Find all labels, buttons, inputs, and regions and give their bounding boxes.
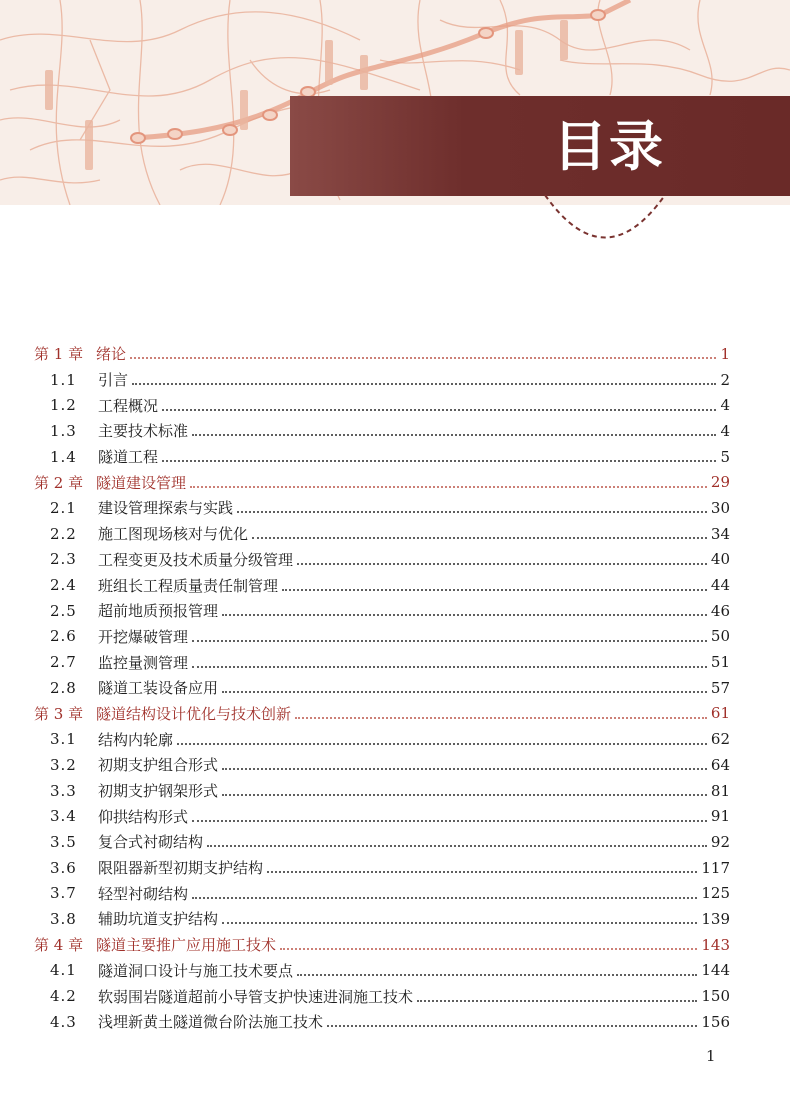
dot-leader <box>280 933 697 950</box>
toc-entry-number: 3.5 <box>50 832 77 851</box>
toc-entry-title: 初期支护钢架形式 <box>98 782 219 801</box>
toc-entry-title: 浅埋新黄土隧道微台阶法施工技术 <box>98 1013 324 1032</box>
toc-section-row[interactable] <box>34 983 730 1009</box>
dot-leader <box>222 779 707 796</box>
title-band <box>290 96 790 196</box>
toc-entry-number: 2.4 <box>50 576 77 595</box>
toc-section-row[interactable] <box>34 855 730 881</box>
toc-section-row[interactable] <box>34 880 730 906</box>
toc-entry-title: 限阻器新型初期支护结构 <box>98 859 264 878</box>
toc-entry-title: 引言 <box>98 371 129 390</box>
toc-section-row[interactable] <box>34 778 730 804</box>
toc-entry-number: 3.6 <box>50 858 77 877</box>
toc-entry-page: 117 <box>701 858 730 877</box>
toc-entry-title: 主要技术标准 <box>98 422 189 441</box>
dot-leader <box>297 959 697 976</box>
toc-entry-number: 2.3 <box>50 550 77 569</box>
toc-entry-page: 4 <box>720 396 730 415</box>
toc-entry-title: 开挖爆破管理 <box>98 627 189 646</box>
toc-entry-title: 隧道洞口设计与施工技术要点 <box>98 961 294 980</box>
toc-entry-title: 班组长工程质量责任制管理 <box>98 576 279 595</box>
dot-leader <box>222 599 707 616</box>
toc-entry-title: 隧道工装设备应用 <box>98 679 219 698</box>
toc-entry-page: 44 <box>710 576 730 595</box>
dot-leader <box>237 496 707 513</box>
toc-entry-title: 辅助坑道支护结构 <box>98 910 219 929</box>
toc-section-row[interactable] <box>34 829 730 855</box>
toc-entry-title: 施工图现场核对与优化 <box>98 525 249 544</box>
toc-section-row[interactable] <box>34 367 730 393</box>
toc-entry-number: 第 3 章 <box>34 704 84 723</box>
toc-entry-page: 4 <box>720 421 730 440</box>
toc-entry-number: 4.2 <box>50 987 77 1006</box>
toc-entry-number: 2.7 <box>50 653 77 672</box>
dot-leader <box>297 548 707 565</box>
toc-entry-title: 隧道主要推广应用施工技术 <box>96 936 277 955</box>
toc-entry-number: 1.4 <box>50 447 77 466</box>
toc-chapter-row[interactable] <box>34 932 730 958</box>
toc-entry-page: 5 <box>720 447 730 466</box>
toc-entry-number: 3.3 <box>50 781 77 800</box>
toc-entry-title: 隧道工程 <box>98 448 159 467</box>
dashed-arc-decoration <box>540 190 670 240</box>
toc-entry-number: 3.1 <box>50 730 77 749</box>
toc-section-row[interactable] <box>34 392 730 418</box>
toc-entry-page: 2 <box>720 370 730 389</box>
toc-entry-page: 1 <box>720 344 730 363</box>
toc-entry-title: 工程概况 <box>98 396 159 415</box>
toc-chapter-row[interactable] <box>34 341 730 367</box>
toc-entry-number: 2.5 <box>50 601 77 620</box>
toc-chapter-row[interactable] <box>34 701 730 727</box>
toc-entry-number: 2.2 <box>50 524 77 543</box>
toc-section-row[interactable] <box>34 598 730 624</box>
toc-section-row[interactable] <box>34 752 730 778</box>
toc-entry-title: 建设管理探索与实践 <box>98 499 234 518</box>
toc-entry-title: 超前地质预报管理 <box>98 602 219 621</box>
toc-entry-number: 第 2 章 <box>34 473 84 492</box>
toc-entry-title: 隧道结构设计优化与技术创新 <box>96 704 292 723</box>
toc-section-row[interactable] <box>34 803 730 829</box>
dot-leader <box>132 368 716 385</box>
toc-entry-page: 64 <box>710 755 730 774</box>
dot-leader <box>130 342 716 359</box>
toc-entry-title: 结构内轮廓 <box>98 730 174 749</box>
toc-entry-page: 156 <box>701 1012 730 1031</box>
toc-section-row[interactable] <box>34 624 730 650</box>
toc-section-row[interactable] <box>34 906 730 932</box>
table-of-contents <box>34 341 730 1035</box>
toc-entry-page: 91 <box>710 807 730 826</box>
toc-section-row[interactable] <box>34 444 730 470</box>
toc-entry-title: 绪论 <box>96 345 127 364</box>
toc-entry-page: 50 <box>710 627 730 646</box>
page-title: 目录 <box>553 115 665 178</box>
toc-entry-number: 1.2 <box>50 396 77 415</box>
dot-leader <box>192 805 707 822</box>
toc-entry-number: 2.8 <box>50 678 77 697</box>
toc-chapter-row[interactable] <box>34 469 730 495</box>
toc-entry-page: 92 <box>710 832 730 851</box>
dot-leader <box>295 702 707 719</box>
dot-leader <box>222 753 707 770</box>
toc-entry-page: 81 <box>710 781 730 800</box>
toc-entry-number: 3.8 <box>50 909 77 928</box>
toc-entry-page: 61 <box>710 704 730 723</box>
dot-leader <box>190 471 707 488</box>
dot-leader <box>192 419 716 436</box>
toc-section-row[interactable] <box>34 521 730 547</box>
toc-entry-title: 软弱围岩隧道超前小导管支护快速进洞施工技术 <box>98 987 414 1006</box>
dot-leader <box>192 625 707 642</box>
toc-entry-page: 62 <box>710 730 730 749</box>
toc-entry-title: 复合式衬砌结构 <box>98 833 204 852</box>
toc-section-row[interactable] <box>34 547 730 573</box>
dot-leader <box>222 907 697 924</box>
toc-entry-page: 125 <box>701 884 730 903</box>
toc-entry-page: 30 <box>710 498 730 517</box>
toc-section-row[interactable] <box>34 572 730 598</box>
dot-leader <box>162 445 716 462</box>
dot-leader <box>282 574 707 591</box>
dot-leader <box>417 985 697 1002</box>
dot-leader <box>177 728 707 745</box>
toc-entry-page: 143 <box>701 935 730 954</box>
toc-entry-number: 4.1 <box>50 961 77 980</box>
toc-section-row[interactable] <box>34 495 730 521</box>
toc-section-row[interactable] <box>34 649 730 675</box>
toc-entry-title: 仰拱结构形式 <box>98 807 189 826</box>
toc-section-row[interactable] <box>34 958 730 984</box>
toc-entry-number: 3.7 <box>50 884 77 903</box>
dot-leader <box>327 1010 697 1027</box>
toc-entry-title: 监控量测管理 <box>98 653 189 672</box>
dot-leader <box>192 882 697 899</box>
toc-entry-page: 139 <box>701 909 730 928</box>
toc-entry-page: 144 <box>701 961 730 980</box>
dot-leader <box>267 856 697 873</box>
toc-entry-title: 轻型衬砌结构 <box>98 884 189 903</box>
toc-entry-number: 1.3 <box>50 421 77 440</box>
toc-entry-number: 2.1 <box>50 498 77 517</box>
toc-entry-number: 2.6 <box>50 627 77 646</box>
toc-entry-page: 150 <box>701 987 730 1006</box>
toc-entry-number: 第 4 章 <box>34 936 84 955</box>
toc-entry-page: 29 <box>710 473 730 492</box>
toc-section-row[interactable] <box>34 1009 730 1035</box>
toc-section-row[interactable] <box>34 418 730 444</box>
toc-entry-number: 1.1 <box>50 370 77 389</box>
toc-entry-number: 第 1 章 <box>34 345 84 364</box>
dot-leader <box>192 651 707 668</box>
dot-leader <box>252 522 707 539</box>
dot-leader <box>222 676 707 693</box>
toc-entry-page: 46 <box>710 601 730 620</box>
toc-entry-title: 隧道建设管理 <box>96 473 187 492</box>
page-number: 1 <box>706 1047 716 1065</box>
dot-leader <box>162 394 716 411</box>
toc-entry-title: 初期支护组合形式 <box>98 756 219 775</box>
toc-entry-number: 4.3 <box>50 1012 77 1031</box>
toc-entry-number: 3.4 <box>50 807 77 826</box>
toc-entry-page: 51 <box>710 653 730 672</box>
toc-entry-page: 34 <box>710 524 730 543</box>
dot-leader <box>207 830 707 847</box>
toc-entry-page: 57 <box>710 678 730 697</box>
toc-section-row[interactable] <box>34 726 730 752</box>
toc-entry-number: 3.2 <box>50 755 77 774</box>
toc-entry-title: 工程变更及技术质量分级管理 <box>98 550 294 569</box>
toc-section-row[interactable] <box>34 675 730 701</box>
toc-entry-page: 40 <box>710 550 730 569</box>
